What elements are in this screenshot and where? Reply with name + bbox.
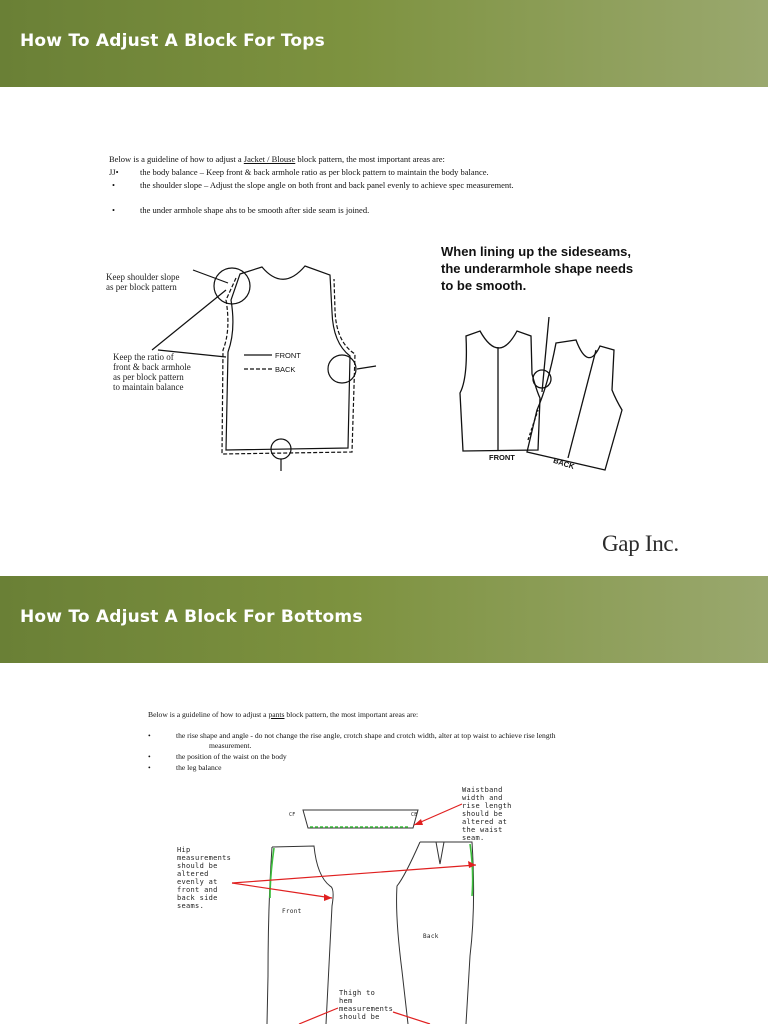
- hip-note-line: back side: [177, 894, 218, 902]
- callout-shoulder-line: as per block pattern: [106, 282, 177, 292]
- slide-title-tops: How To Adjust A Block For Tops: [20, 31, 325, 51]
- hip-note-line: seams.: [177, 902, 205, 910]
- front-pattern-label: Front: [282, 908, 302, 915]
- thigh-note-line: should be: [339, 1013, 380, 1021]
- hip-note-line: evenly at: [177, 878, 218, 886]
- legend-front: FRONT: [275, 351, 301, 360]
- tops-bullet-3: the under armhole shape ahs to be smooth after side seam is joined.: [140, 205, 370, 215]
- thigh-note-line: hem: [339, 997, 353, 1005]
- panel-back-label: BACK: [552, 455, 576, 472]
- waistband-note: [462, 786, 512, 842]
- tops-bullet-marker-1: JJ•: [109, 167, 119, 177]
- tops-intro-pre: Below is a guideline of how to adjust a: [109, 154, 244, 164]
- callout-ratio-line: to maintain balance: [113, 382, 184, 392]
- tops-intro-link: Jacket / Blouse: [243, 154, 296, 164]
- bottoms-bullet-marker-3: •: [148, 763, 151, 772]
- hip-note-line: measurements: [177, 854, 232, 862]
- waistband-note-line: width and: [462, 794, 503, 802]
- legend-back: BACK: [275, 365, 296, 374]
- cb-label: CB: [411, 812, 418, 818]
- thigh-note: [339, 989, 393, 1021]
- slide-title-bottoms: How To Adjust A Block For Bottoms: [20, 607, 363, 627]
- bottoms-intro-post: block pattern, the most important areas are:: [284, 710, 419, 719]
- slide-bottoms: [0, 576, 768, 1024]
- gap-inc-logo: Gap Inc.: [602, 531, 679, 556]
- bottoms-bullet-marker-1: •: [148, 731, 151, 740]
- bottoms-bullet-1: the rise shape and angle - do not change the rise angle, crotch shape and crotch width, alter at top waist to achieve rise length: [176, 731, 556, 740]
- tops-bullet-1: the body balance – Keep front & back armhole ratio as per block pattern to maintain the body balance.: [140, 167, 489, 177]
- sideseam-note-line: When lining up the sideseams,: [441, 244, 631, 259]
- hip-note-line: should be: [177, 862, 218, 870]
- hip-note-line: Hip: [177, 846, 191, 854]
- bottoms-bullet-3: the leg balance: [176, 763, 222, 772]
- bottoms-bullet-2: the position of the waist on the body: [176, 752, 287, 761]
- callout-ratio-line: front & back armhole: [113, 362, 191, 372]
- waistband-note-line: seam.: [462, 834, 485, 842]
- waistband-note-line: altered at: [462, 818, 508, 826]
- panel-front-label: FRONT: [489, 453, 515, 462]
- hip-note-line: front and: [177, 886, 218, 894]
- callout-ratio-line: as per block pattern: [113, 372, 184, 382]
- waistband-note-line: should be: [462, 810, 503, 818]
- bottoms-bullet-1-cont: measurement.: [209, 741, 252, 750]
- hip-note: [177, 846, 231, 910]
- callout-ratio-line: Keep the ratio of: [113, 352, 174, 362]
- waistband-note-line: Waistband: [462, 786, 503, 794]
- back-pattern-label: Back: [423, 933, 439, 940]
- tops-bullet-marker-3: •: [112, 205, 115, 215]
- bottoms-bullet-marker-2: •: [148, 752, 151, 761]
- bottoms-intro-link: pants: [268, 710, 285, 719]
- waistband-note-line: rise length: [462, 802, 512, 810]
- tops-intro-post: block pattern, the most important areas are:: [295, 154, 445, 164]
- tops-bullet-marker-2: •: [112, 180, 115, 190]
- cf-label: CF: [289, 812, 296, 818]
- thigh-note-line: Thigh to: [339, 989, 376, 997]
- thigh-note-line: measurements: [339, 1005, 394, 1013]
- waistband-note-line: the waist: [462, 826, 503, 834]
- bottoms-intro-pre: Below is a guideline of how to adjust a: [148, 710, 269, 719]
- pants-diagram: [0, 576, 768, 1024]
- tops-bullet-2: the shoulder slope – Adjust the slope angle on both front and back panel evenly to achieve spec measurement.: [140, 180, 514, 190]
- callout-shoulder-line: Keep shoulder slope: [106, 272, 180, 282]
- sideseam-note-line: to be smooth.: [441, 278, 527, 293]
- hip-note-line: altered: [177, 870, 209, 878]
- sideseam-note-line: the underarmhole shape needs: [441, 261, 634, 276]
